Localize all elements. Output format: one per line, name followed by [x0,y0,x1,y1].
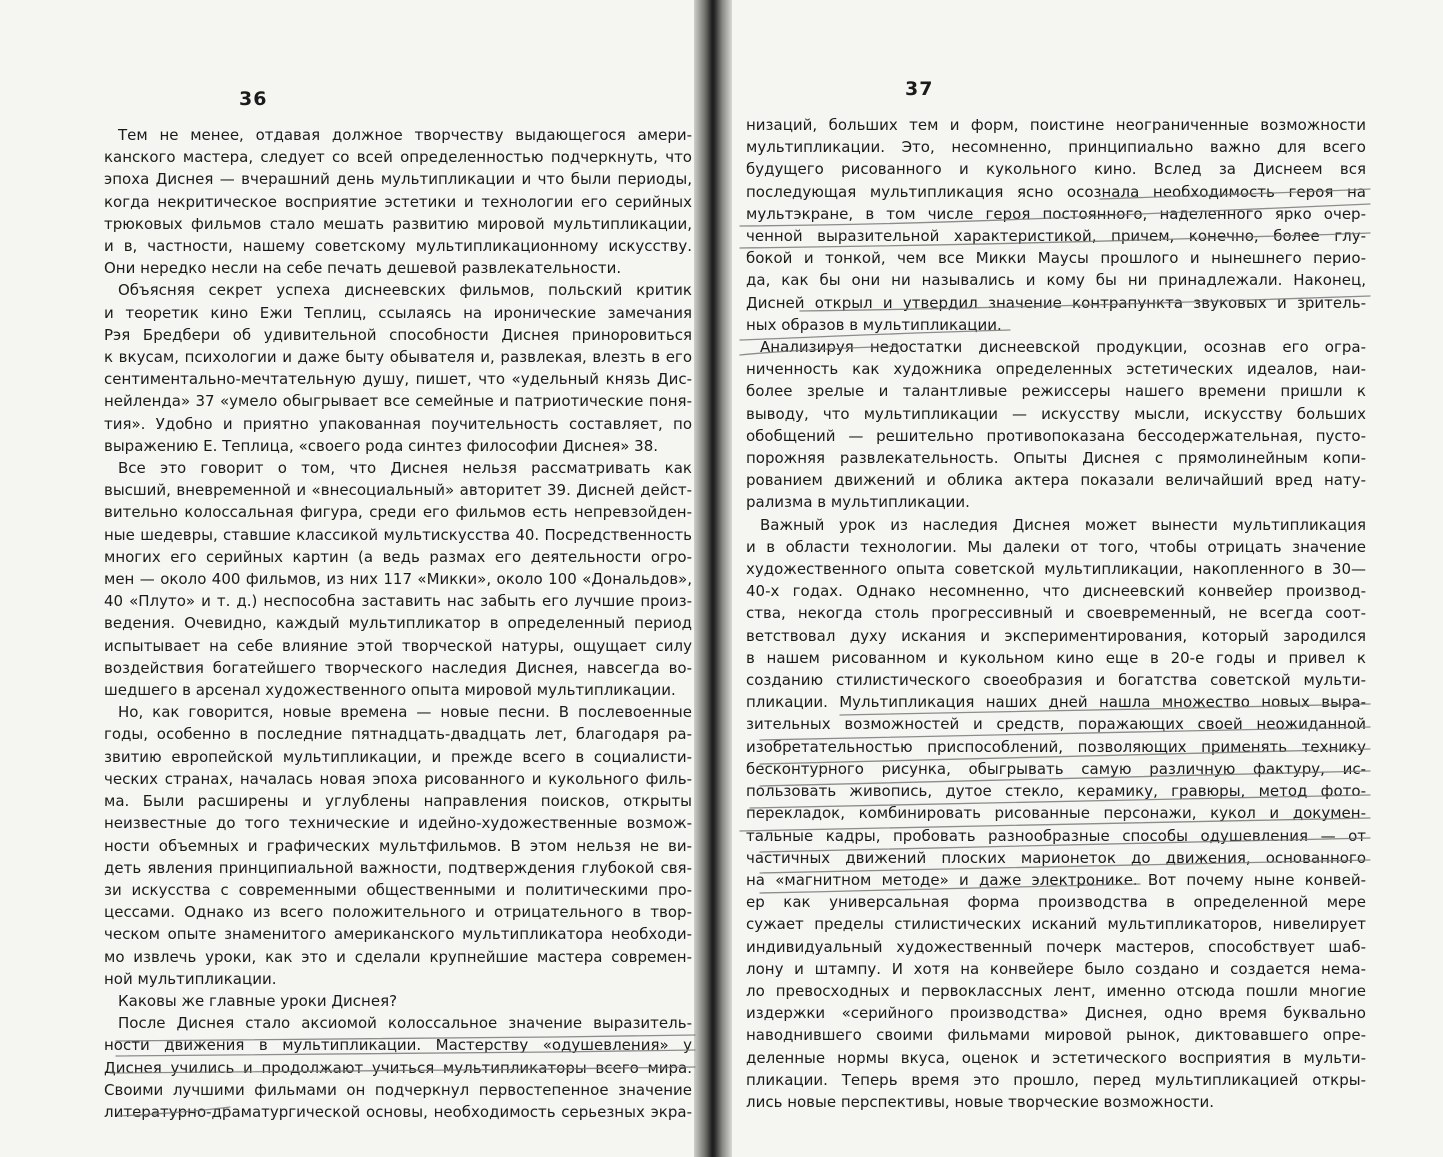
text-line: Объясняя секрет успеха диснеевских фильмов, польский критик [118,281,692,300]
text-line: звитию европейской мультипликации, и прежде всего в социалисти- [104,747,692,766]
text-line: ности объемных и графических мультфильмов. В этом нельзя не ви- [104,836,692,855]
text-line: рализма в мультипликации. [746,493,970,512]
text-line: Важный урок из наследия Диснея может вынести мультипликация [760,515,1366,534]
text-line: ности движения в мультипликации. Мастерству «одушевления» у [104,1036,692,1055]
text-line: художественного опыта советской мультипликации, накопленного в 30— [746,560,1366,579]
text-line: воздействия богатейшего творческого наследия Диснея, навсегда во- [104,658,692,677]
text-line: Но, как говорится, новые времена — новые песни. В послевоенные [118,703,692,722]
text-line: созданию стилистического своеобразия и богатства советской мульти- [746,671,1366,690]
text-line: и теоретик кино Ежи Теплиц, ссылаясь на иронические замечания [104,303,692,322]
text-line: сентиментально-мечтательную душу, пишет, что «удельный князь Дис- [104,370,692,389]
text-line: ной мультипликации. [104,969,277,988]
text-line: будущего рисованного и кукольного кино. Вслед за Диснеем вся [746,160,1366,179]
text-line: Все это говорит о том, что Диснея нельзя рассматривать как [118,459,692,478]
text-line: испытывает на себе влияние этой творческой натуры, ощущает силу [104,636,692,655]
text-line: канского мастера, следует со всей определенностью подчеркнуть, что [104,148,692,167]
text-line: деть явления принципиальной важности, подтверждения глубокой свя- [104,858,692,877]
text-line: и в, частности, нашему советскому мультипликационному искусству. [104,237,692,256]
text-line: более зрелые и талантливые режиссеры нашего времени пришли к [746,382,1366,401]
text-line: бесконтурного рисунка, обыгрывать самую различную фактуру, ис- [746,759,1366,778]
text-line: нейленда» 37 «умело обыгрывает все семейные и патриотические поня- [104,392,692,411]
text-line: Своими лучшими фильмами он подчеркнул первостепенное значение [104,1080,692,1099]
text-line: мо извлечь уроки, как это и сделали крупнейшие мастера современ- [104,947,692,966]
text-line: Анализируя недостатки диснеевской продукции, осознав его огра- [760,338,1366,357]
text-line: литературно-драматургической основы, необходимость серьезных экра- [104,1102,692,1121]
text-line: лону и штампу. И хотя на конвейере было создано и создается нема- [746,959,1366,978]
text-line: наводнившего своими фильмами мировой рынок, диктовавшего опре- [746,1026,1366,1045]
text-line: пользовать живопись, дутое стекло, керамику, гравюры, метод фото- [746,782,1366,801]
text-line: 40-х годах. Однако несомненно, что диснеевский конвейер производ- [746,582,1366,601]
text-line: тия». Удобно и приятно упакованная поучительность составляет, по [104,414,692,433]
page-number-right: 37 [905,78,934,100]
text-line: и в области технологии. Мы далеки от того, чтобы отрицать значение [746,537,1366,556]
text-line: ческих странах, началась новая эпоха рисованного и кукольного филь- [104,769,692,788]
text-line: пликации. Теперь время это прошло, перед мультипликацией откры- [746,1070,1366,1089]
text-line: ных образов в мультипликации. [746,315,1002,334]
text-line: ло превосходных и первоклассных лент, именно отсюда пошли многие [746,981,1366,1000]
text-line: ченной выразительной характеристикой, причем, конечно, более глу- [746,227,1366,246]
text-line: трюковых фильмов стало мешать развитию мировой мультипликации, [104,214,692,233]
text-line: выводу, что мультипликации — искусству мысли, искусству больших [746,404,1366,423]
text-line: мультипликации. Это, несомненно, принципиально важно для всего [746,138,1366,157]
text-line: После Диснея стало аксиомой колоссальное значение выразитель- [118,1014,692,1033]
text-line: рованием движений и облика актера показали величайший вред нату- [746,471,1366,490]
text-line: да, как бы они ни назывались и кому бы ни принадлежали. Наконец, [746,271,1366,290]
text-line: выражению Е. Теплица, «своего рода синтез философии Диснея» 38. [104,436,659,455]
text-line: ческом опыте знаменитого американского мультипликатора необходи- [104,925,692,944]
text-line: ер как универсальная форма производства в определенной мере [746,893,1366,912]
text-line: ветствовал духу искания и экспериментирования, который зародился [746,626,1366,645]
text-line: когда некритическое восприятие эстетики и технологии его серийных [104,192,692,211]
right-page [712,0,1443,1157]
text-line: ниченность как художника определенных эстетических идеалов, наи- [746,360,1366,379]
text-line: пликации. Мультипликация наших дней нашла множество новых выра- [746,693,1366,712]
text-line: Диснея учились и продолжают учиться мультипликаторы всего мира. [104,1058,692,1077]
text-line: мен — около 400 фильмов, из них 117 «Микки», около 100 «Дональдов», [104,570,692,589]
text-line: мультэкране, в том числе героя постоянного, наделенного ярко очер- [746,204,1366,223]
text-line: низаций, больших тем и форм, поистине неограниченные возможности [746,116,1366,134]
text-line: деленные нормы вкуса, оценок и эстетического восприятия в мульти- [746,1048,1366,1067]
text-line: цессами. Однако из всего положительного и отрицательного в твор- [104,903,692,922]
text-line: ства, некогда столь прогрессивный и своевременный, не всегда соот- [746,604,1366,623]
text-line: изобретательностью приспособлений, позволяющих применять технику [746,737,1366,756]
right-page-text [746,114,1366,1113]
text-line: эпоха Диснея — вчерашний день мультипликации и что были периоды, [104,170,692,189]
text-line: ные шедевры, ставшие классикой мультискусства 40. Посредственность [104,525,692,544]
text-line: обобщений — решительно противопоказана бессодержательная, пусто- [746,426,1366,445]
text-line: последующая мультипликация ясно осознала необходимость героя на [746,182,1366,201]
text-line: Каковы же главные уроки Диснея? [118,991,398,1010]
text-line: порожняя развлекательность. Опыты Диснея с прямолинейным копи- [746,449,1366,468]
text-line: Они нередко несли на себе печать дешевой развлекательности. [104,259,622,278]
text-line: индивидуальный художественный почерк мастеров, способствует шаб- [746,937,1366,956]
text-line: зи искусства с современными общественными и политическими про- [104,880,692,899]
text-line: бокой и тонкой, чем все Микки Маусы прошлого и нынешнего перио- [746,249,1366,268]
page-number-left: 36 [239,88,268,110]
text-line: издержки «серийного производства» Диснея, одно время буквально [746,1004,1366,1023]
text-line: Тем не менее, отдавая должное творчеству выдающегося амери- [118,126,692,144]
text-line: ма. Были расширены и углублены направления поисков, открыты [104,792,692,811]
text-line: Рэя Бредбери об удивительной способности Диснея приноровиться [104,325,692,344]
text-line: перекладок, комбинировать рисованные персонажи, кукол и докумен- [746,804,1366,823]
text-line: 40 «Плуто» и т. д.) неспособна заставить нас забыть его лучшие произ- [104,592,692,611]
text-line: в нашем рисованном и кукольном кино еще в 20-е годы и привел к [746,648,1366,667]
text-line: тальные кадры, пробовать разнообразные способы одушевления — от [746,826,1366,845]
text-line: высший, вневременной и «внесоциальный» авторитет 39. Дисней дейст- [104,481,692,500]
left-page-text [104,124,692,1123]
book-gutter [694,0,732,1157]
text-line: годы, особенно в последние пятнадцать-двадцать лет, благодаря ра- [104,725,692,744]
text-line: лись новые перспективы, новые творческие возможности. [746,1092,1215,1111]
text-line: сужает пределы стилистических исканий мультипликаторов, нивелирует [746,915,1366,934]
text-line: ведения. Очевидно, каждый мультипликатор в определенный период [104,614,692,633]
text-line: шедшего в арсенал художественного опыта мировой мультипликации. [104,681,676,700]
text-line: вительно колоссальная фигура, среди его фильмов есть непревзойден- [104,503,692,522]
text-line: зительных возможностей и средств, поражающих своей неожиданной [746,715,1366,734]
text-line: к вкусам, психологии и даже быту обывателя и, развлекая, влезть в его [104,348,692,367]
text-line: Дисней открыл и утвердил значение контрапункта звуковых и зритель- [746,293,1366,312]
text-line: неизвестные до того технические и идейно-художественные возмож- [104,814,692,833]
left-page [0,0,712,1157]
text-line: многих его серийных картин (а ведь размах его деятельности огро- [104,547,692,566]
text-line: частичных движений плоских марионеток до движения, основанного [746,848,1366,867]
text-line: на «магнитном методе» и даже электронике. Вот почему ныне конвей- [746,870,1366,889]
